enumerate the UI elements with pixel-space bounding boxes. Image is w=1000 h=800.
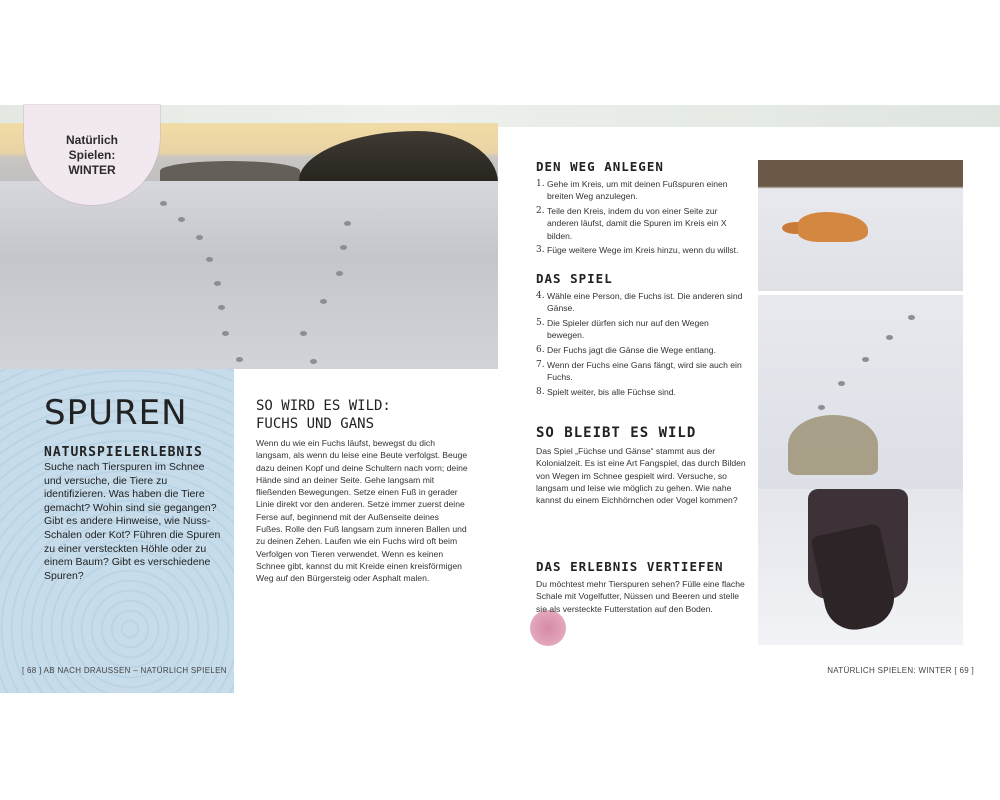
boots-in-snow-photo: [758, 489, 963, 645]
bleibt-paragraph: Das Spiel „Füchse und Gänse“ stammt aus der Kolonialzeit. Es ist eine Art Fangspiel, das durch Bilden von Wegen im Schnee gespielt wird. Versuche, so langsam und leise wie möglich zu gehen. Wie nahe kannst du einem Eichhörnchen oder Vogel kommen?: [536, 446, 746, 506]
dry-bush: [788, 415, 878, 475]
section-erlebnis-vertiefen: [536, 559, 746, 615]
list-item: 6. Der Fuchs jagt die Gänse die Wege entlang.: [536, 345, 716, 356]
list-item: 7. Wenn der Fuchs eine Gans fängt, wird sie auch ein Fuchs.: [536, 359, 742, 383]
vertiefen-paragraph: Du möchtest mehr Tierspuren sehen? Fülle eine flache Schale mit Vogelfutter, Nüssen und Beeren und stelle sie als versteckte Futterstation auf den Boden.: [536, 579, 745, 614]
heading-line-1: SO WIRD ES WILD:: [256, 398, 391, 414]
footer-right-page: NATÜRLICH SPIELEN: WINTER [ 69 ]: [827, 666, 974, 675]
page-title: SPUREN: [44, 393, 188, 433]
list-item: 1. Gehe im Kreis, um mit deinen Fußspuren einen breiten Weg anzulegen.: [536, 179, 728, 202]
intro-paragraph: Suche nach Tierspuren im Schnee und versuche, die Tiere zu identifizieren. Was haben die Tiere gemacht? Wohin sind sie gegangen? Gibt es andere Hinweise, wie Nuss-Schalen oder Kot? Führen die Spuren zu einer versteckten Höhle oder zu einem Baum? Gibt es verschiedene Spuren?: [44, 461, 221, 582]
list-item: 2. Teile den Kreis, indem du von einer Seite zur anderen läufst, damit die Spuren im Kreis ein X bilden.: [536, 206, 727, 241]
section-heading-spiel: DAS SPIEL: [536, 271, 613, 286]
fox-body: [798, 212, 868, 242]
section-heading-naturspielerlebnis: NATURSPIELERLEBNIS: [44, 445, 203, 460]
section-heading-bleibt: SO BLEIBT ES WILD: [536, 425, 697, 441]
section-weg-anlegen: [536, 159, 746, 259]
weg-steps-list: [536, 178, 746, 257]
feather-icon: [530, 610, 566, 646]
section-heading-weg: DEN WEG ANLEGEN: [536, 159, 664, 174]
section-so-bleibt-es-wild: [536, 425, 746, 506]
list-item: 3. Füge weitere Wege im Kreis hinzu, wenn du willst.: [536, 245, 739, 256]
book-spread: [0, 105, 1000, 693]
list-item: 4. Wähle eine Person, die Fuchs ist. Die anderen sind Gänse.: [536, 291, 743, 314]
badge-line-2: Spielen:: [68, 147, 116, 162]
list-item: 8. Spielt weiter, bis alle Füchse sind.: [536, 387, 676, 398]
badge-line-3: WINTER: [68, 162, 116, 177]
section-heading-vertiefen: DAS ERLEBNIS VERTIEFEN: [536, 559, 724, 574]
badge-line-1: Natürlich: [65, 132, 118, 147]
snowfield: [0, 181, 498, 369]
footer-left-page: [ 68 ] AB NACH DRAUSSEN – NATÜRLICH SPIELEN: [22, 666, 227, 675]
section-das-spiel: [536, 271, 746, 401]
section-heading-fuchs-und-gans: [256, 397, 416, 433]
forest-silhouette: [298, 131, 498, 183]
spiel-steps-list: [536, 290, 746, 398]
wild-paragraph: Wenn du wie ein Fuchs läufst, bewegst du dich langsam, als wenn du leise eine Beute verfolgst. Beuge dazu deinen Kopf und deine Schultern nach vorn; deine Hände sind an deiner Seite. Gehe langsam mit fließenden Bewegungen. Setze einen Fuß in gerader Linie direkt vor den anderen. Setze immer zuerst deine Ferse auf, beginnend mit der Außenseite deines Fußes. Rolle den Fuß langsam zum inneren Ballen und zu deinen Zehen. Laufen wie ein Fuchs wird oft beim Verfolgen von Tieren verwendet. Wenn es keinen Schnee gibt, kannst du mit Kreide einen kreisförmigen Weg auf den Bürgersteig oder Asphalt malen.: [256, 438, 468, 584]
tracks-in-snow-photo: [758, 295, 963, 489]
heading-line-2: FUCHS UND GANS: [256, 416, 375, 432]
list-item: 5. Die Spieler dürfen sich nur auf den Wegen bewegen.: [536, 318, 709, 341]
distant-trees: [160, 161, 300, 181]
fox-photo: [758, 160, 963, 291]
